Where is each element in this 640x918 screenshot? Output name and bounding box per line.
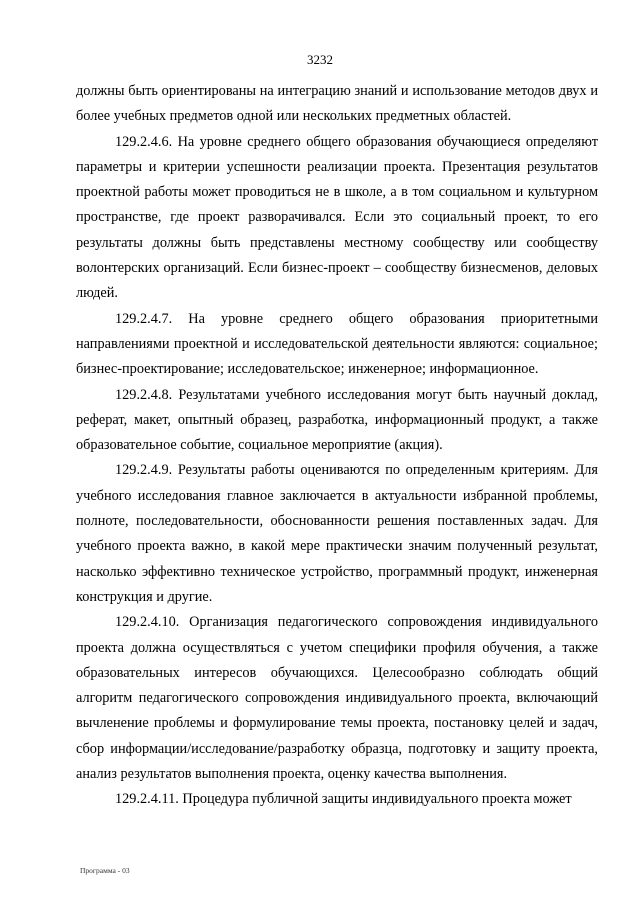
paragraph-129-2-4-6: 129.2.4.6. На уровне среднего общего образования обучающиеся определяют параметры и критерии успешности реализации проекта. Презентация результатов проектной работы может проводиться не в школе, а в том социальном и культурном пространстве, где проект разворачивался. Если это социальный проект, то его результаты должны быть представлены местному сообществу или сообществу волонтерских организаций. Если бизнес-проект – сообществу бизнесменов, деловых людей. xyxy=(76,133,598,302)
paragraph-129-2-4-7: 129.2.4.7. На уровне среднего общего образования приоритетными направлениями проектной и исследовательской деятельности являются: социальное; бизнес-проектирование; исследовательское; инженерное; информационное. xyxy=(76,310,598,378)
document-body xyxy=(76,79,598,813)
page-number: 3232 xyxy=(307,52,333,67)
paragraph-129-2-4-10: 129.2.4.10. Организация педагогического сопровождения индивидуального проекта должна осуществляться с учетом специфики профиля обучения, а также образовательных интересов обучающихся. Целесообразно соблюдать общий алгоритм педагогического сопровождения индивидуального проекта, включающий вычленение проблемы и формулирование темы проекта, постановку целей и задач, сбор информации/исследование/разработку образца, подготовку и защиту проекта, анализ результатов выполнения проекта, оценку качества выполнения. xyxy=(76,614,598,783)
paragraph-129-2-4-9: 129.2.4.9. Результаты работы оцениваются по определенным критериям. Для учебного исследования главное заключается в актуальности избранной проблемы, полноте, последовательности, обоснованности решения поставленных задач. Для учебного проекта важно, в какой мере практически значим полученный результат, насколько эффективно техническое устройство, программный продукт, инженерная конструкция и другие. xyxy=(76,462,598,605)
paragraph-129-2-4-11: 129.2.4.11. Процедура публичной защиты индивидуального проекта может xyxy=(115,791,572,808)
paragraph-129-2-4-8: 129.2.4.8. Результатами учебного исследования могут быть научный доклад, реферат, макет, опытный образец, разработка, информационный продукт, а также образовательное событие, социальное мероприятие (акция). xyxy=(76,386,598,454)
page-footer: Программа - 03 xyxy=(80,866,130,875)
paragraph-continuation: должны быть ориентированы на интеграцию знаний и использование методов двух и более учебных предметов одной или нескольких предметных областей. xyxy=(76,83,598,125)
